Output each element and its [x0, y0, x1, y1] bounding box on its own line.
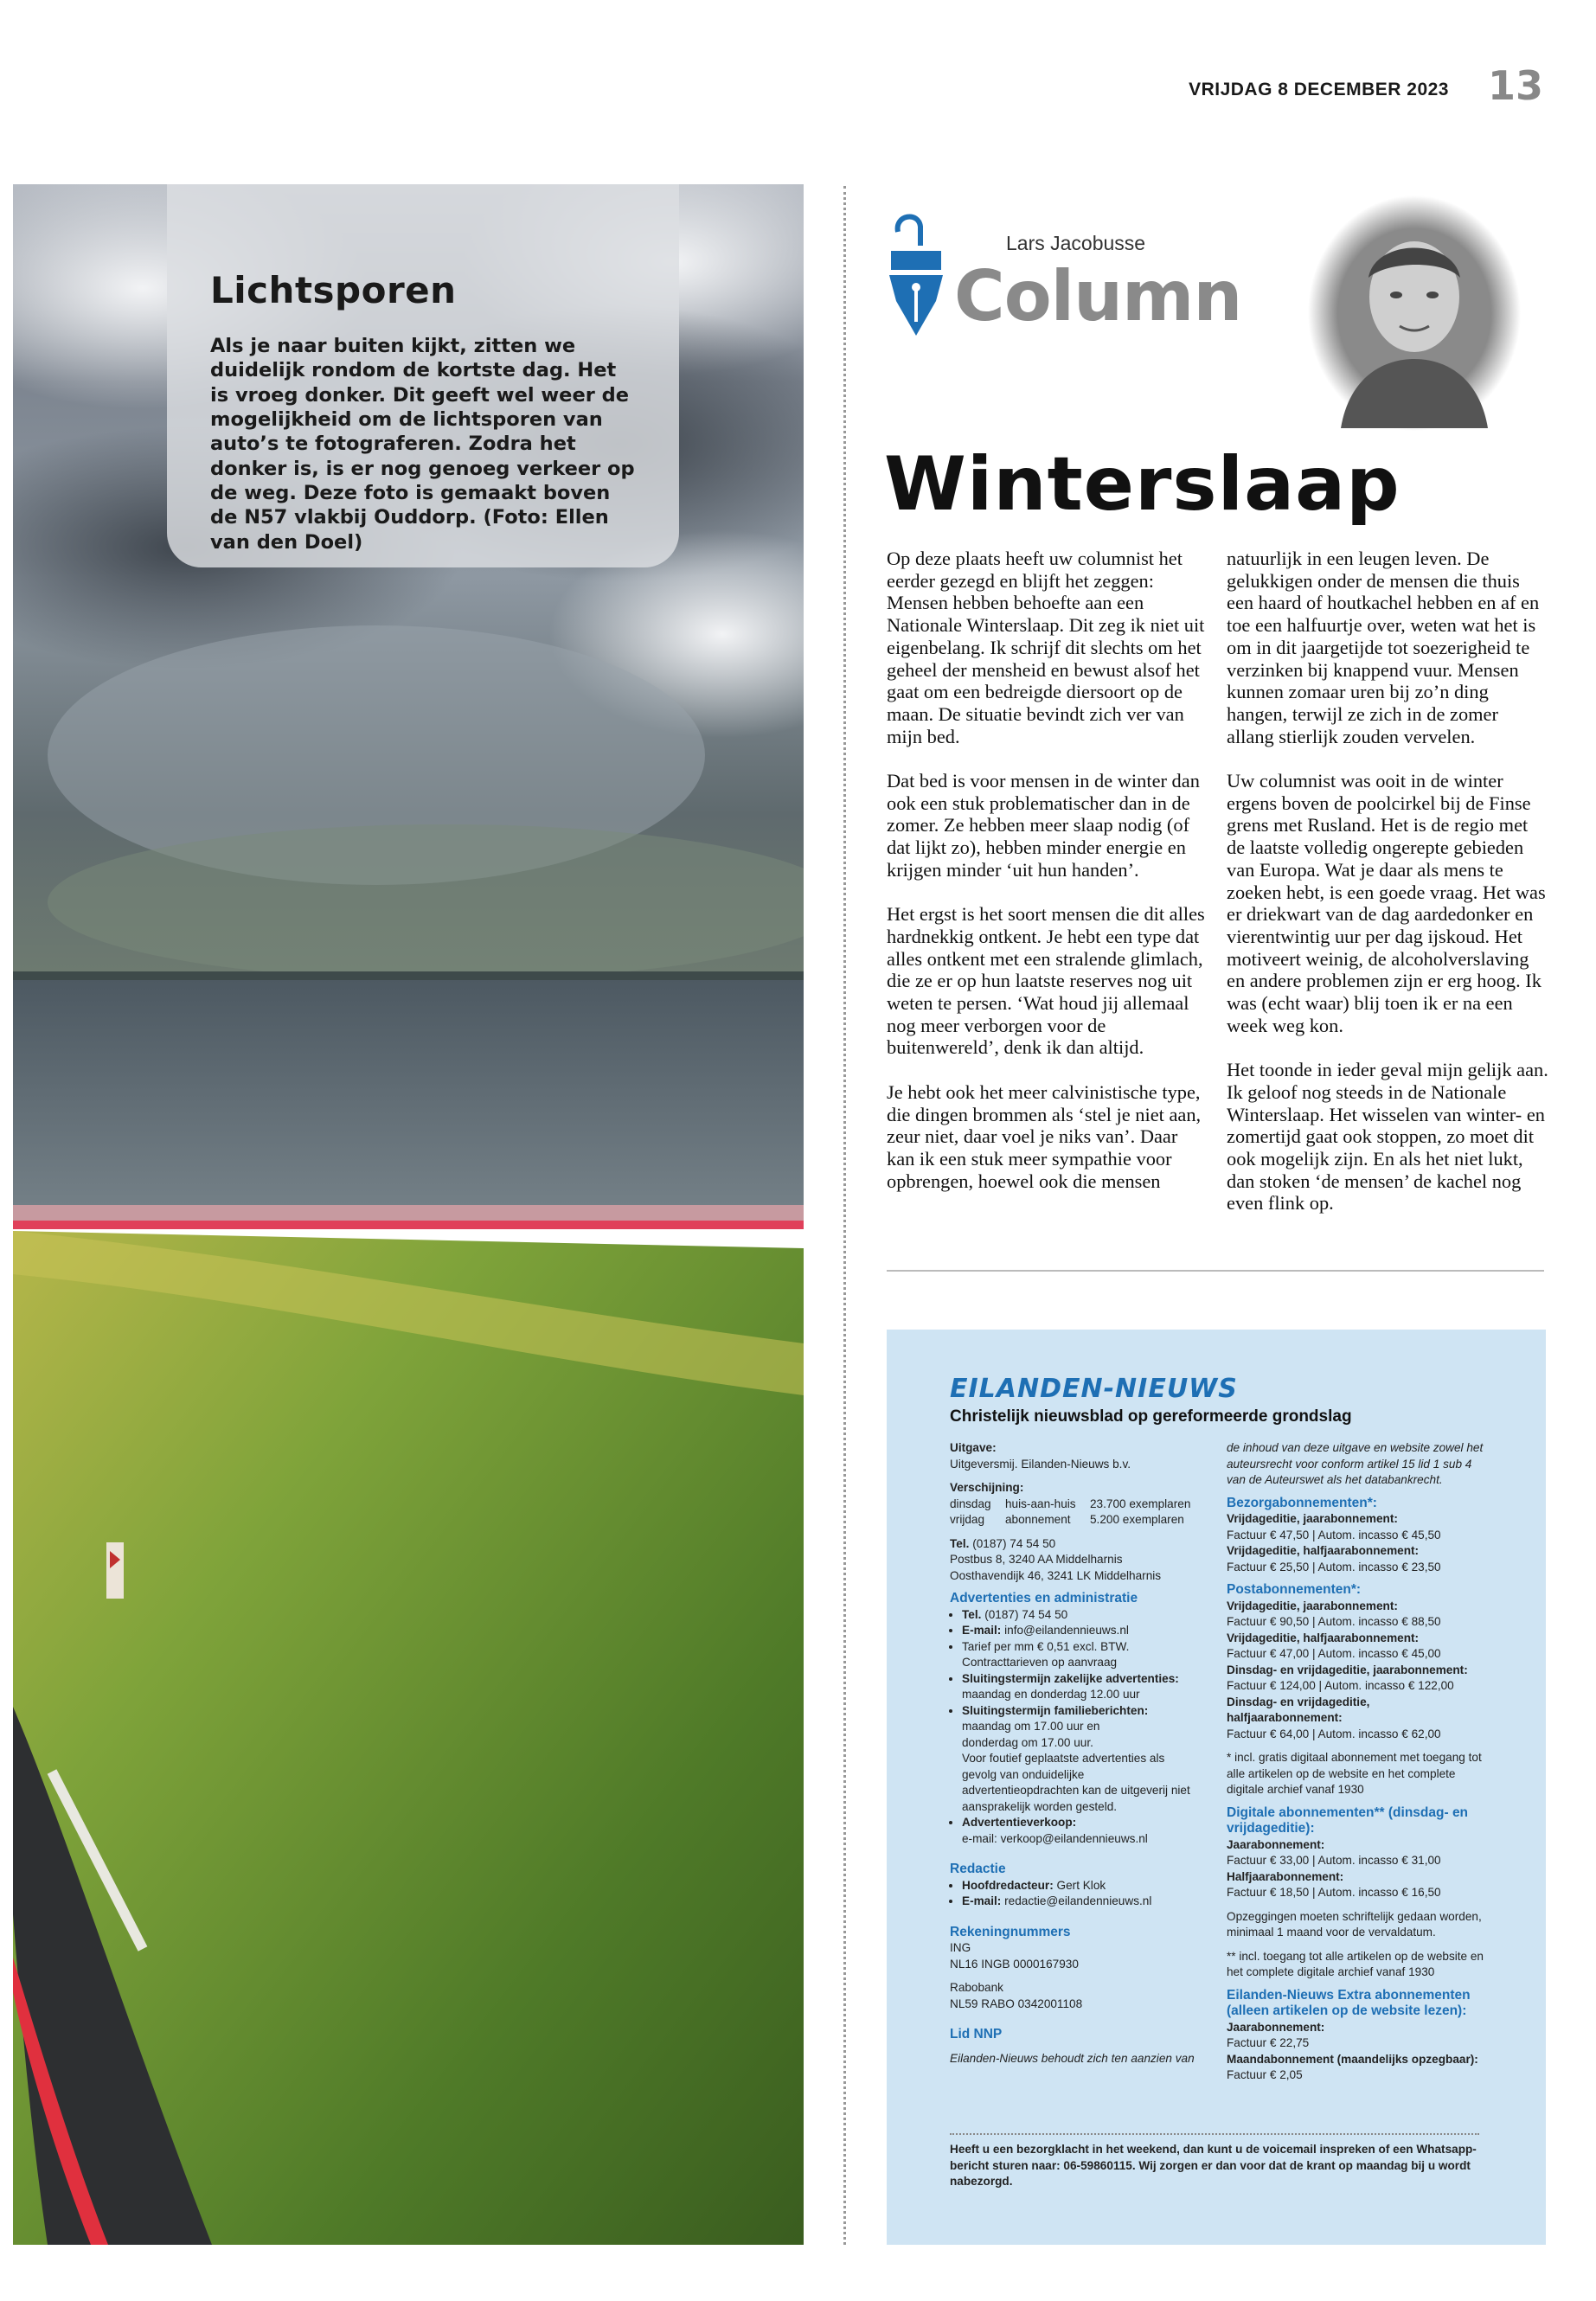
eilanden-nieuws-logo: EILANDEN-NIEUWS — [950, 1374, 1238, 1404]
paragraph: natuurlijk in een leugen leven. De gelukkigen onder de mensen die thuis een haard of houtkachel hebben en af en toe een halfuurtje over, weten wat het is om in dit jaargetijde tot soezerigheid te verzinken bij knappend vuur. Mensen kunnen zomaar uren bij zo’n ding hangen, terwijl ze zich in de zomer allang stierlijk zouden vervelen. — [1227, 548, 1540, 747]
address-street: Oosthavendijk 46, 3241 LK Middelharnis — [950, 1568, 1162, 1582]
paragraph: Uw columnist was ooit in de winter ergens boven de poolcirkel bij de Finse grens met Rusland. Het is de regio met de laatste volledig ongerepte gebieden van Europa. Wat je daar als mens te zoeken hebt, is een goede vraag. Het was er driekwart van de dag aardedonker en vierentwintig uur per dag ijskoud. Het motiveert weinig, de alcoholverslaving en andere problemen zijn er erg hoog. Ik was (echt waar) blij toen ik er na een week weg kon. — [1227, 770, 1546, 1036]
nnp-heading: Lid NNP — [950, 2027, 1003, 2041]
list-item — [962, 1607, 1201, 1624]
footnote: * incl. gratis digitaal abonnement met toegang tot alle artikelen op de website en het complete digitale archief vanaf 1930 — [1227, 1751, 1482, 1796]
email-label: E-mail: — [962, 1894, 1002, 1907]
tel-label: Tel. — [962, 1607, 982, 1621]
bank-name: ING — [950, 1941, 971, 1954]
hoofdredacteur-label: Hoofdredacteur: — [962, 1878, 1054, 1892]
colophon-left-column — [950, 1440, 1201, 2067]
type: huis-aan-huis — [1005, 1497, 1076, 1510]
subscription-label: Maandabonnement (maandelijks opzegbaar): — [1227, 2052, 1478, 2066]
post-heading: Postabonnementen*: — [1227, 1582, 1362, 1597]
paragraph: Op deze plaats heeft uw columnist het eerder gezegd en blijft het zeggen: Mensen hebben behoefte aan een Nationale Winterslaap. Dit zeg ik niet uit eigenbelang. Ik schrijf dit slechts om het geheel der mensheid en bewust alsof het gaat om een bedreigde diersoort op de maan. De situatie bevindt zich ver van mijn bed. — [887, 548, 1205, 747]
subscription-label: Dinsdag- en vrijdageditie, halfjaarabonnement: — [1227, 1695, 1370, 1724]
iban: NL16 INGB 0000167930 — [950, 1957, 1079, 1971]
subscription-price: Factuur € 90,50 | Autom. incasso € 88,50 — [1227, 1615, 1441, 1628]
vertical-dotted-divider — [843, 186, 846, 2245]
rekeningnummers-heading: Rekeningnummers — [950, 1924, 1071, 1939]
paragraph: Je hebt ook het meer calvinistische type, die dingen brommen als ‘stel je niet aan, zeur niet, daar voel je niks van’. Daar kan ik een stuk meer sympathie voor opbrengen, hoewel ook die mensen — [887, 1080, 1202, 1192]
subscription-price: Factuur € 2,05 — [1227, 2068, 1303, 2081]
list-item — [962, 1671, 1201, 1703]
column-headline: Winterslaap — [884, 441, 1401, 528]
subscription-label: Jaarabonnement: — [1227, 2020, 1325, 2034]
list-item — [962, 1639, 1201, 1671]
newspaper-tagline: Christelijk nieuwsblad op gereformeerde grondslag — [950, 1407, 1352, 1426]
subscription-label: Vrijdageditie, jaarabonnement: — [1227, 1599, 1398, 1612]
uitgave-heading: Uitgave: — [950, 1441, 997, 1454]
contracttarieven: Contracttarieven op aanvraag — [962, 1656, 1118, 1669]
phone-number: (0187) 74 54 50 — [984, 1607, 1068, 1621]
fountain-pen-icon — [886, 208, 946, 337]
rights-text-continued: de inhoud van deze uitgave en website zowel het auteursrecht voor conform artikel 15 lid 1 sub 4 van de Auteurswet als het databankrecht. — [1227, 1441, 1484, 1486]
tel-label: Tel. — [950, 1536, 970, 1550]
paragraph: Het toonde in ieder geval mijn gelijk aan. Ik geloof nog steeds in de Nationale Winterslaap. Het wisselen van winter- en zomertijd gaat ook stoppen, zo moet dit ook mogelijk zijn. En als het niet lukt, dan stoken ‘de mensen’ de kachel nog even flink op. — [1227, 1059, 1548, 1215]
page-number: 13 — [1488, 62, 1544, 109]
list-item — [962, 1623, 1201, 1639]
day: dinsdag — [950, 1497, 991, 1510]
tarief: Tarief per mm € 0,51 excl. BTW. — [962, 1639, 1130, 1653]
address-postbus: Postbus 8, 3240 AA Middelharnis — [950, 1553, 1123, 1566]
verkoop-email: e-mail: verkoop@eilandennieuws.nl — [962, 1831, 1148, 1845]
subscription-price: Factuur € 18,50 | Autom. incasso € 16,50 — [1227, 1886, 1441, 1899]
advertenties-heading: Advertenties en administratie — [950, 1591, 1138, 1606]
subscription-price: Factuur € 124,00 | Autom. incasso € 122,00 — [1227, 1679, 1454, 1692]
subscription-label: Halfjaarabonnement: — [1227, 1869, 1344, 1883]
uitgave-value: Uitgeversmij. Eilanden-Nieuws b.v. — [950, 1457, 1131, 1471]
list-item — [962, 1815, 1201, 1847]
verschijning-row — [950, 1497, 1201, 1513]
iban: NL59 RABO 0342001108 — [950, 1997, 1083, 2010]
redactie-heading: Redactie — [950, 1862, 1006, 1876]
subscription-label: Vrijdageditie, halfjaarabonnement: — [1227, 1631, 1420, 1644]
digitaal-heading: Digitale abonnementen** (dinsdag- en vrijdageditie): — [1227, 1804, 1469, 1836]
colophon-right-column — [1227, 1440, 1486, 2084]
verschijning-heading: Verschijning: — [950, 1481, 1024, 1494]
photo-caption-box — [167, 184, 679, 567]
list-item — [962, 1703, 1201, 1816]
column-author: Lars Jacobusse — [1006, 232, 1146, 254]
email-address: info@eilandennieuws.nl — [1004, 1624, 1129, 1637]
sluiting-familie-2: donderdag om 17.00 uur. — [962, 1735, 1093, 1749]
sluiting-familie-1: maandag om 17.00 uur en — [962, 1720, 1100, 1733]
phone-line — [950, 1536, 1201, 1553]
circulation: 5.200 exemplaren — [1090, 1513, 1184, 1526]
subscription-price: Factuur € 25,50 | Autom. incasso € 23,50 — [1227, 1560, 1441, 1574]
day: vrijdag — [950, 1513, 985, 1526]
column-body-left — [887, 548, 1207, 1215]
advertenties-list — [950, 1607, 1201, 1848]
extra-heading: Eilanden-Nieuws Extra abonnementen (alleen artikelen op de website lezen): — [1227, 1987, 1471, 2018]
sluiting-zakelijk: maandag en donderdag 12.00 uur — [962, 1688, 1140, 1701]
bezorgklacht-note: Heeft u een bezorgklacht in het weekend, dan kunt u de voicemail inspreken of een Whatsapp-bericht sturen naar: 06-59860115. Wij zorgen er dan voor dat de krant op maandag bij u wordt nabezorgd. — [950, 2143, 1477, 2188]
email-address: redactie@eilandennieuws.nl — [1004, 1894, 1152, 1907]
bank-name: Rabobank — [950, 1981, 1003, 1994]
opzeg-note: Opzeggingen moeten schriftelijk gedaan worden, minimaal 1 maand voor de vervaldatum. — [1227, 1909, 1482, 1939]
caption-text: Als je naar buiten kijkt, zitten we duidelijk rondom de kortste dag. Het is vroeg donker. Dit geeft wel weer de mogelijkheid om de lichtsporen van auto’s te fotograferen. Zodra het donker is, is er nog genoeg verkeer op de weg. Deze foto is gemaakt boven de N57 vlakbij Ouddorp. (Foto: Ellen van den Doel) — [210, 335, 635, 554]
subscription-price: Factuur € 33,00 | Autom. incasso € 31,00 — [1227, 1854, 1441, 1867]
list-item — [962, 1878, 1201, 1894]
verschijning-row — [950, 1512, 1201, 1529]
colophon-divider — [950, 2133, 1479, 2135]
list-item — [962, 1894, 1201, 1910]
circulation: 23.700 exemplaren — [1090, 1497, 1191, 1510]
column-body-right — [1227, 548, 1548, 1237]
subscription-price: Factuur € 47,00 | Autom. incasso € 45,00 — [1227, 1647, 1441, 1660]
subscription-price: Factuur € 47,50 | Autom. incasso € 45,50 — [1227, 1528, 1441, 1541]
issue-date: VRIJDAG 8 DECEMBER 2023 — [1189, 80, 1449, 99]
section-divider — [887, 1270, 1544, 1272]
rights-text: Eilanden-Nieuws behoudt zich ten aanzien van — [950, 2051, 1195, 2065]
paragraph: Het ergst is het soort mensen die dit alles hardnekkig ontkent. Je hebt een type dat alles ontkent met een stralende glimlach, die ze er op hun laatste reserves nog uit weten te persen. ‘Wat houd jij allemaal nog meer verborgen voor de buitenwereld’, denk ik dan altijd. — [887, 903, 1205, 1059]
verkoop-label: Advertentieverkoop: — [962, 1816, 1077, 1829]
subscription-label: Vrijdageditie, jaarabonnement: — [1227, 1512, 1398, 1525]
author-portrait — [1306, 195, 1522, 433]
subscription-price: Factuur € 64,00 | Autom. incasso € 62,00 — [1227, 1727, 1441, 1740]
column-label: Column — [954, 256, 1242, 336]
subscription-price: Factuur € 22,75 — [1227, 2036, 1310, 2049]
sluiting-familie-label: Sluitingstermijn familieberichten: — [962, 1703, 1149, 1717]
sluiting-zakelijk-label: Sluitingstermijn zakelijke advertenties: — [962, 1671, 1179, 1685]
disclaimer: Voor foutief geplaatste advertenties als gevolg van onduidelijke advertentieopdrachten kan de uitgeverij niet aansprakelijk worden gesteld. — [962, 1752, 1190, 1813]
type: abonnement — [1005, 1513, 1071, 1526]
paragraph: Dat bed is voor mensen in de winter dan ook een stuk problematischer dan in de zomer. Ze hebben meer slaap nodig (of dat lijkt zo), hebben minder energie en krijgen minder ‘uit hun handen’. — [887, 770, 1200, 881]
subscription-label: Jaarabonnement: — [1227, 1837, 1325, 1851]
subscription-label: Dinsdag- en vrijdageditie, jaarabonnement: — [1227, 1663, 1468, 1676]
redactie-list — [950, 1878, 1201, 1910]
footnote: ** incl. toegang tot alle artikelen op de website en het complete digitale archief vanaf 1930 — [1227, 1949, 1484, 1978]
phone-number: (0187) 74 54 50 — [972, 1536, 1056, 1550]
caption-title: Lichtsporen — [210, 269, 457, 311]
subscription-label: Vrijdageditie, halfjaarabonnement: — [1227, 1544, 1420, 1557]
hoofdredacteur: Gert Klok — [1056, 1878, 1106, 1892]
email-label: E-mail: — [962, 1624, 1002, 1637]
bezorg-heading: Bezorgabonnementen*: — [1227, 1495, 1377, 1510]
